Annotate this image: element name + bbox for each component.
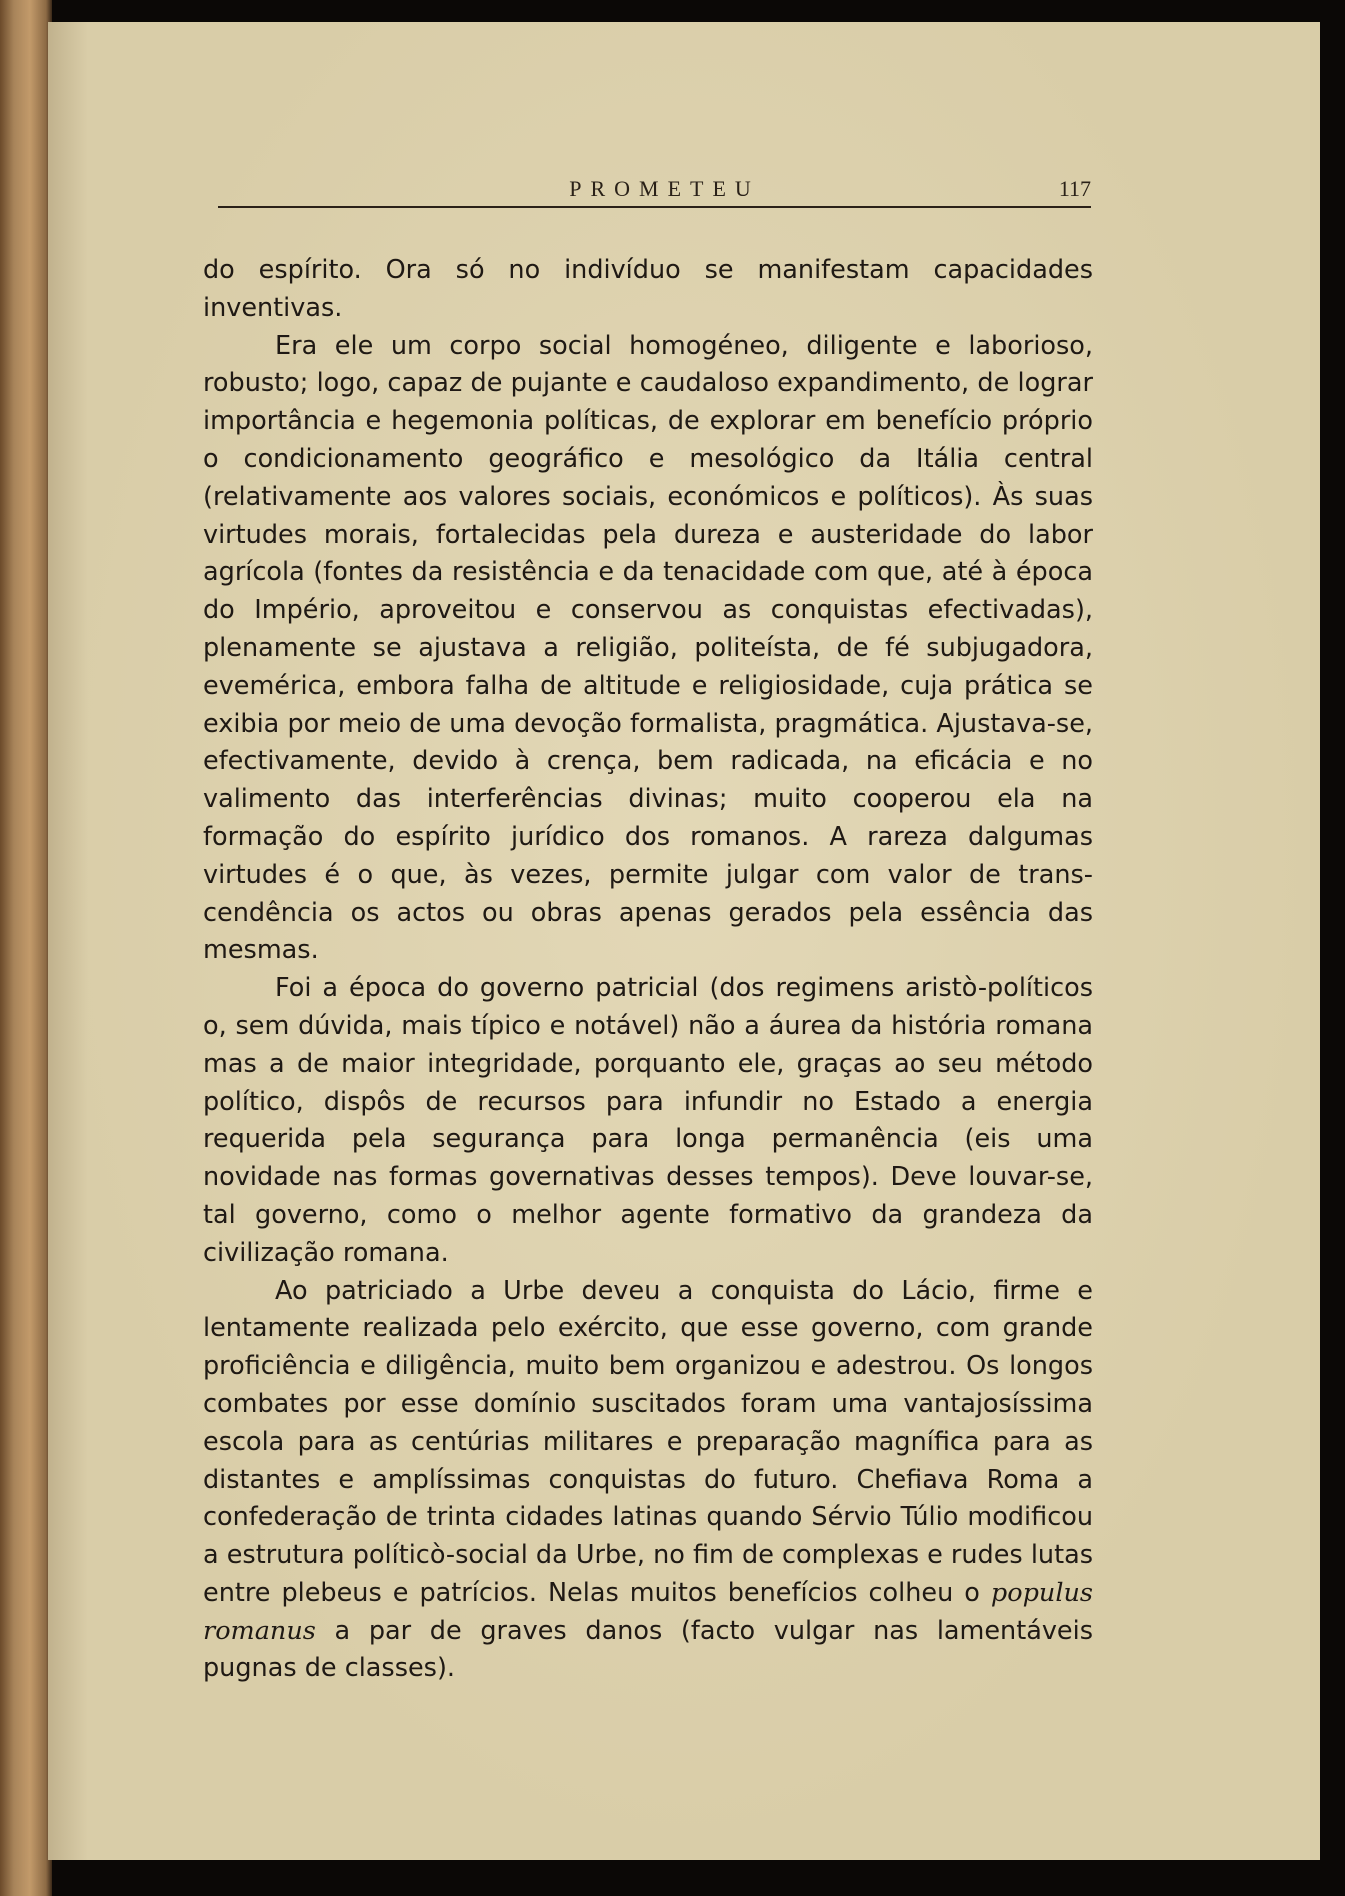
paragraph-2: Era ele um corpo social homogéneo, diligente e laborioso, robusto; logo, capaz de pujante e caudaloso expandimento, de lograr importância e hegemonia políticas, de explorar em benefício próprio o condicionamento geográfico e mesológico da Itália central (relativamente aos valores sociais, económicos e políticos). Às suas virtudes morais, fortalecidas pela dureza e austeridade do labor agrícola (fontes da resistência e da tenacidade com que, até à época do Império, aproveitou e conservou as conquistas efectivadas), plenamente se ajustava a religião, politeísta, de fé subjugadora, evemérica, embora falha de altitude e religiosidade, cuja prática se exibia por meio de uma devoção formalista, pragmática. Ajustava-se, efectivamente, devido à crença, bem radicada, na eficácia e no valimento das interferências divinas; muito cooperou ela na formação do espírito jurídico dos romanos. A rareza dalgumas virtudes é o que, às vezes, permite julgar com valor de transcendência os actos ou obras apenas gerados pela essência das mesmas. (203, 330, 1093, 966)
body-text (203, 252, 1093, 1688)
paragraph-1: do espírito. Ora só no indivíduo se manifestam capacidades inventivas. (203, 255, 1093, 323)
paragraph-4-text-before: Ao patriciado a Urbe deveu a conquista do Lácio, firme e lentamente realizada pelo exército, que esse governo, com grande proficiência e diligência, muito bem organizou e adestrou. Os longos combates por esse domínio suscitados foram uma vantajosíssima escola para as centúrias militares e preparação magnífica para as distantes e amplíssimas conquistas do futuro. Chefiava Roma a confederação de trinta cidades latinas quando Sérvio Túlio modificou a estrutura políticò-social da Urbe, no fim de complexas e rudes lutas entre plebeus e patrícios. Nelas muitos benefícios colheu o (203, 1275, 1093, 1608)
paragraph-4-text-after: a par de graves danos (facto vulgar nas lamentáveis pugnas de classes). (203, 1615, 1093, 1684)
header-rule (218, 206, 1091, 208)
page-number: 117 (1058, 176, 1091, 201)
paragraph-4-italic-phrase: populus romanus (203, 1577, 1093, 1646)
book-binding-edge (0, 0, 52, 1896)
paragraph-3: Foi a época do governo patricial (dos regimens aristò-políticos o, sem dúvida, mais típico e notável) não a áurea da história romana mas a de maior integridade, porquanto ele, graças ao seu método político, dispôs de recursos para infundir no Estado a energia requerida pela segurança para longa permanência (eis uma novidade nas formas governativas desses tempos). Deve louvar-se, tal governo, como o melhor agente formativo da grandeza da civilização romana. (203, 973, 1093, 1268)
running-title: PROMETEU (569, 176, 760, 201)
running-head (218, 172, 1091, 212)
paragraph-4 (203, 1273, 1093, 1689)
